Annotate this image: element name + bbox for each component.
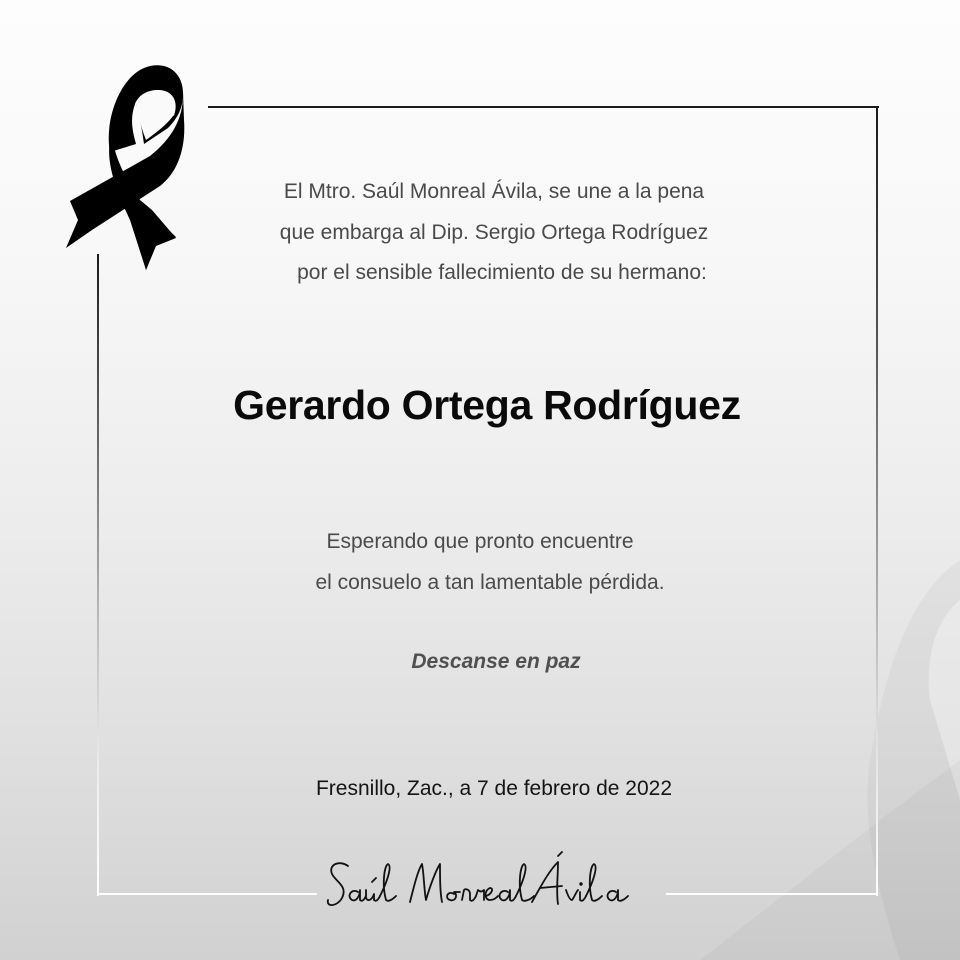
place-and-date: Fresnillo, Zac., a 7 de febrero de 2022 bbox=[315, 777, 673, 800]
frame-top-border bbox=[208, 106, 879, 108]
condolence-wish bbox=[10, 521, 960, 603]
intro-line: por el sensible fallecimiento de su hermano: bbox=[297, 261, 707, 284]
frame-bottom-left-border bbox=[97, 893, 317, 895]
deceased-name: Gerardo Ortega Rodríguez bbox=[233, 382, 741, 428]
condolence-intro bbox=[14, 172, 960, 294]
signature bbox=[318, 850, 658, 920]
wish-line: Esperando que pronto encuentre bbox=[326, 530, 634, 553]
rest-in-peace: Descanse en paz bbox=[411, 650, 581, 673]
frame-bottom-right-border bbox=[666, 893, 878, 895]
intro-line: que embarga al Dip. Sergio Ortega Rodríguez bbox=[279, 220, 709, 244]
intro-line: El Mtro. Saúl Monreal Ávila, se une a la pena bbox=[283, 180, 705, 203]
wish-line: el consuelo a tan lamentable pérdida. bbox=[315, 571, 665, 594]
